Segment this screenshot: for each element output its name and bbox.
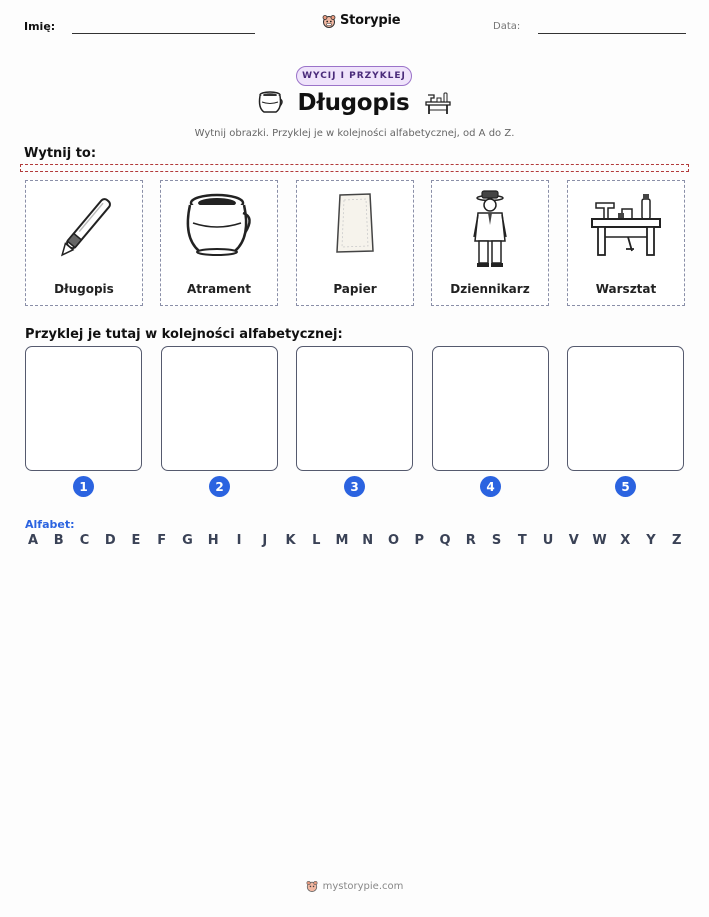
alphabet-letter: G: [182, 533, 193, 548]
slot-number-3: 3: [344, 476, 365, 497]
alphabet-letter: D: [104, 533, 116, 548]
alphabet-letter: Q: [439, 533, 451, 548]
alphabet-letter: B: [53, 533, 64, 548]
instruction-text: Wytnij obrazki. Przyklej je w kolejności alfabetycznej, od A do Z.: [194, 128, 515, 139]
alphabet-letter: E: [131, 533, 141, 548]
slot-number-4: 4: [480, 476, 501, 497]
alphabet-letter: W: [592, 533, 607, 548]
workbench-icon: [588, 189, 664, 259]
brand: [322, 13, 400, 28]
alphabet-letter: M: [335, 533, 349, 548]
alphabet-letter: R: [465, 533, 476, 548]
alphabet-letter: X: [620, 533, 631, 548]
alphabet-letter: U: [542, 533, 554, 548]
name-line: [72, 33, 255, 34]
paste-slot-4[interactable]: [432, 346, 549, 471]
footer: [0, 880, 709, 892]
cut-card-workbench[interactable]: [567, 180, 685, 306]
alphabet-letter: J: [262, 533, 268, 548]
title-row: [0, 90, 709, 116]
card-label: Papier: [333, 282, 377, 296]
cut-card-paper[interactable]: [296, 180, 414, 306]
ink-pot-icon: [181, 189, 257, 263]
alphabet-letter: F: [157, 533, 167, 548]
cut-card-journalist[interactable]: [431, 180, 549, 306]
activity-badge: WYCIJ I PRZYKLEJ: [296, 66, 412, 86]
alphabet-letter: K: [285, 533, 296, 548]
paper-icon: [325, 189, 385, 259]
card-label: Dziennikarz: [450, 282, 530, 296]
ink-pot-icon: [256, 90, 284, 116]
alphabet-letter: H: [207, 533, 219, 548]
storypie-logo-icon: [322, 14, 336, 28]
workbench-icon: [423, 90, 453, 116]
paste-slot-1[interactable]: [25, 346, 142, 471]
date-label: Data:: [493, 21, 521, 32]
alphabet-letter: Z: [672, 533, 682, 548]
card-label: Atrament: [187, 282, 251, 296]
alphabet-letter: P: [414, 533, 425, 548]
alphabet-row: [25, 533, 685, 548]
card-label: Długopis: [54, 282, 114, 296]
slot-number-1: 1: [73, 476, 94, 497]
alphabet-letter: S: [491, 533, 502, 548]
alphabet-letter: O: [387, 533, 400, 548]
brand-name: Storypie: [340, 13, 401, 28]
alphabet-letter: A: [27, 533, 39, 548]
alphabet-letter: V: [568, 533, 579, 548]
name-label: Imię:: [24, 20, 56, 33]
alphabet-heading: Alfabet:: [25, 518, 75, 531]
paste-slot-3[interactable]: [296, 346, 413, 471]
paste-slot-5[interactable]: [567, 346, 684, 471]
slot-number-5: 5: [615, 476, 636, 497]
cut-card-pen[interactable]: [25, 180, 143, 306]
pen-icon: [49, 189, 119, 269]
cut-line: [20, 164, 689, 172]
journalist-icon: [460, 189, 520, 269]
paste-slot-2[interactable]: [161, 346, 278, 471]
date-line: [538, 33, 686, 34]
footer-link[interactable]: mystorypie.com: [322, 880, 404, 892]
slot-number-2: 2: [209, 476, 230, 497]
alphabet-letter: I: [236, 533, 242, 548]
alphabet-letter: L: [312, 533, 321, 548]
alphabet-letter: Y: [646, 533, 656, 548]
page-title: Długopis: [297, 90, 410, 116]
alphabet-letter: C: [79, 533, 90, 548]
paste-heading: Przyklej je tutaj w kolejności alfabetycznej:: [25, 327, 343, 342]
alphabet-letter: N: [362, 533, 374, 548]
cut-card-ink[interactable]: [160, 180, 278, 306]
storypie-logo-icon: [306, 880, 318, 892]
cut-heading: Wytnij to:: [24, 146, 97, 161]
alphabet-letter: T: [517, 533, 527, 548]
card-label: Warsztat: [595, 282, 657, 296]
